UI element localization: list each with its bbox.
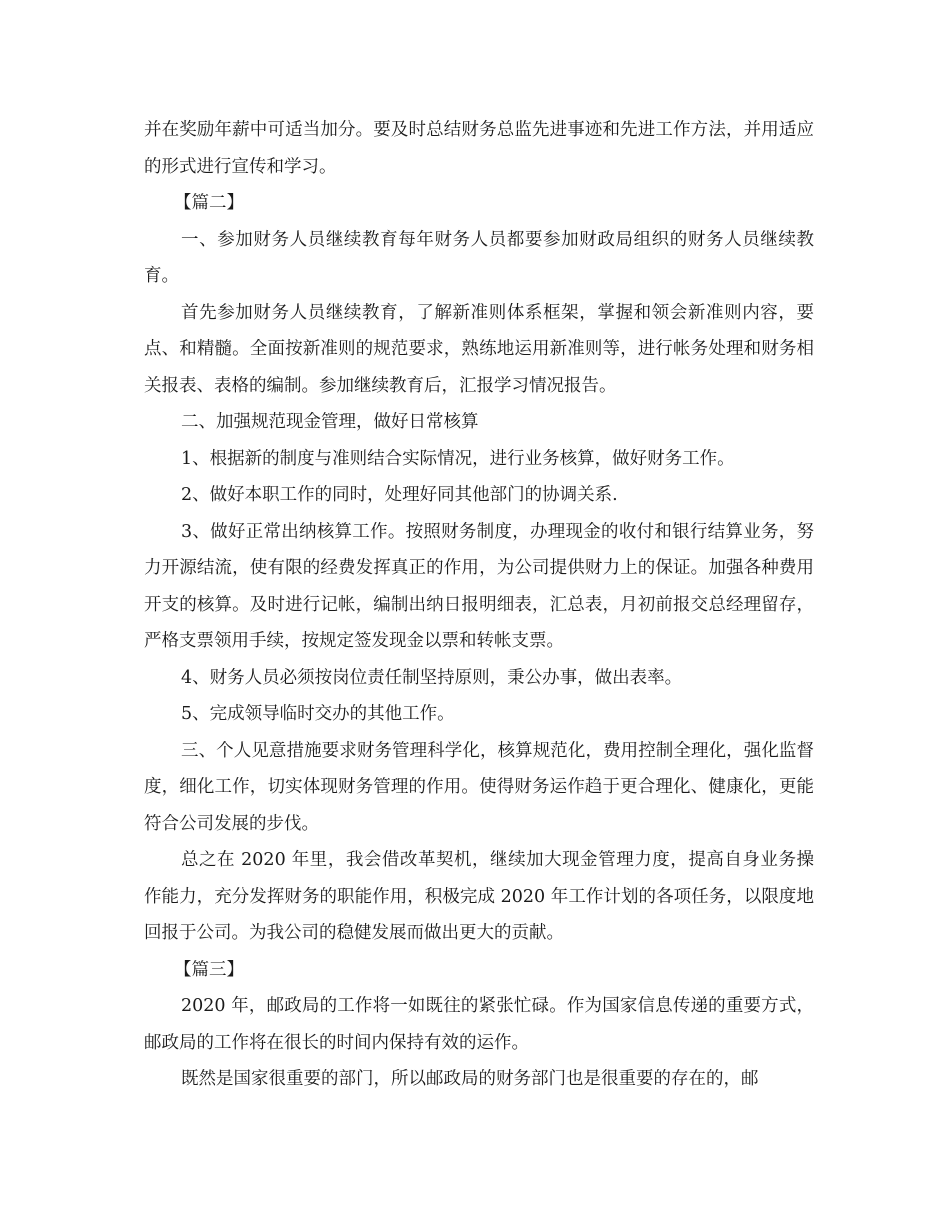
paragraph: 二、加强规范现金管理，做好日常核算: [181, 412, 479, 432]
section-heading-part-two: 【篇二】: [174, 193, 244, 213]
paragraph: 2020 年，邮政局的工作将一如既往的紧张忙碌。作为国家信息传递的重要方式，邮政局的工作将在很长的时间内保持有效的运作。: [144, 996, 814, 1053]
list-item: 4、财务人员必须按岗位责任制坚持原则，秉公办事，做出表率。: [181, 667, 683, 688]
paragraph: 既然是国家很重要的部门，所以邮政局的财务部门也是很重要的存在的，邮: [181, 1069, 759, 1089]
paragraph: 总之在 2020 年里，我会借改革契机，继续加大现金管理力度，提高自身业务操作能力，充分发挥财务的职能作用，积极完成 2020 年工作计划的各项任务，以限度地回报于公司。为我公司的稳健发展而做出更大的贡献。: [144, 850, 814, 943]
list-item: 2、做好本职工作的同时，处理好同其他部门的协调关系.: [181, 485, 618, 505]
list-item: 5、完成领导临时交办的其他工作。: [181, 704, 455, 724]
paragraph: 三、个人见意措施要求财务管理科学化，核算规范化，费用控制全理化，强化监督度，细化工作，切实体现财务管理的作用。使得财务运作趋于更合理化、健康化，更能符合公司发展的步伐。: [144, 740, 814, 834]
paragraph-continuation: 并在奖励年薪中可适当加分。要及时总结财务总监先进事迹和先进工作方法，并用适应的形式进行宣传和学习。: [144, 120, 814, 177]
section-heading-part-three: 【篇三】: [174, 959, 244, 980]
paragraph: 首先参加财务人员继续教育，了解新准则体系框架，掌握和领会新准则内容，要点、和精髓。全面按新准则的规范要求，熟练地运用新准则等，进行帐务处理和财务相关报表、表格的编制。参加继续教育后，汇报学习情况报告。: [144, 302, 814, 396]
list-item: 3、做好正常出纳核算工作。按照财务制度，办理现金的收付和银行结算业务，努力开源结流，使有限的经费发挥真正的作用，为公司提供财力上的保证。加强各种费用开支的核算。及时进行记帐，编制出纳日报明细表，汇总表，月初前报交总经理留存，严格支票领用手续，按规定签发现金以票和转帐支票。: [144, 521, 814, 651]
document-body: [144, 112, 814, 1098]
list-item: 1、根据新的制度与准则结合实际情况，进行业务核算，做好财务工作。: [181, 448, 735, 469]
paragraph: 一、参加财务人员继续教育每年财务人员都要参加财政局组织的财务人员继续教育。: [144, 229, 814, 286]
